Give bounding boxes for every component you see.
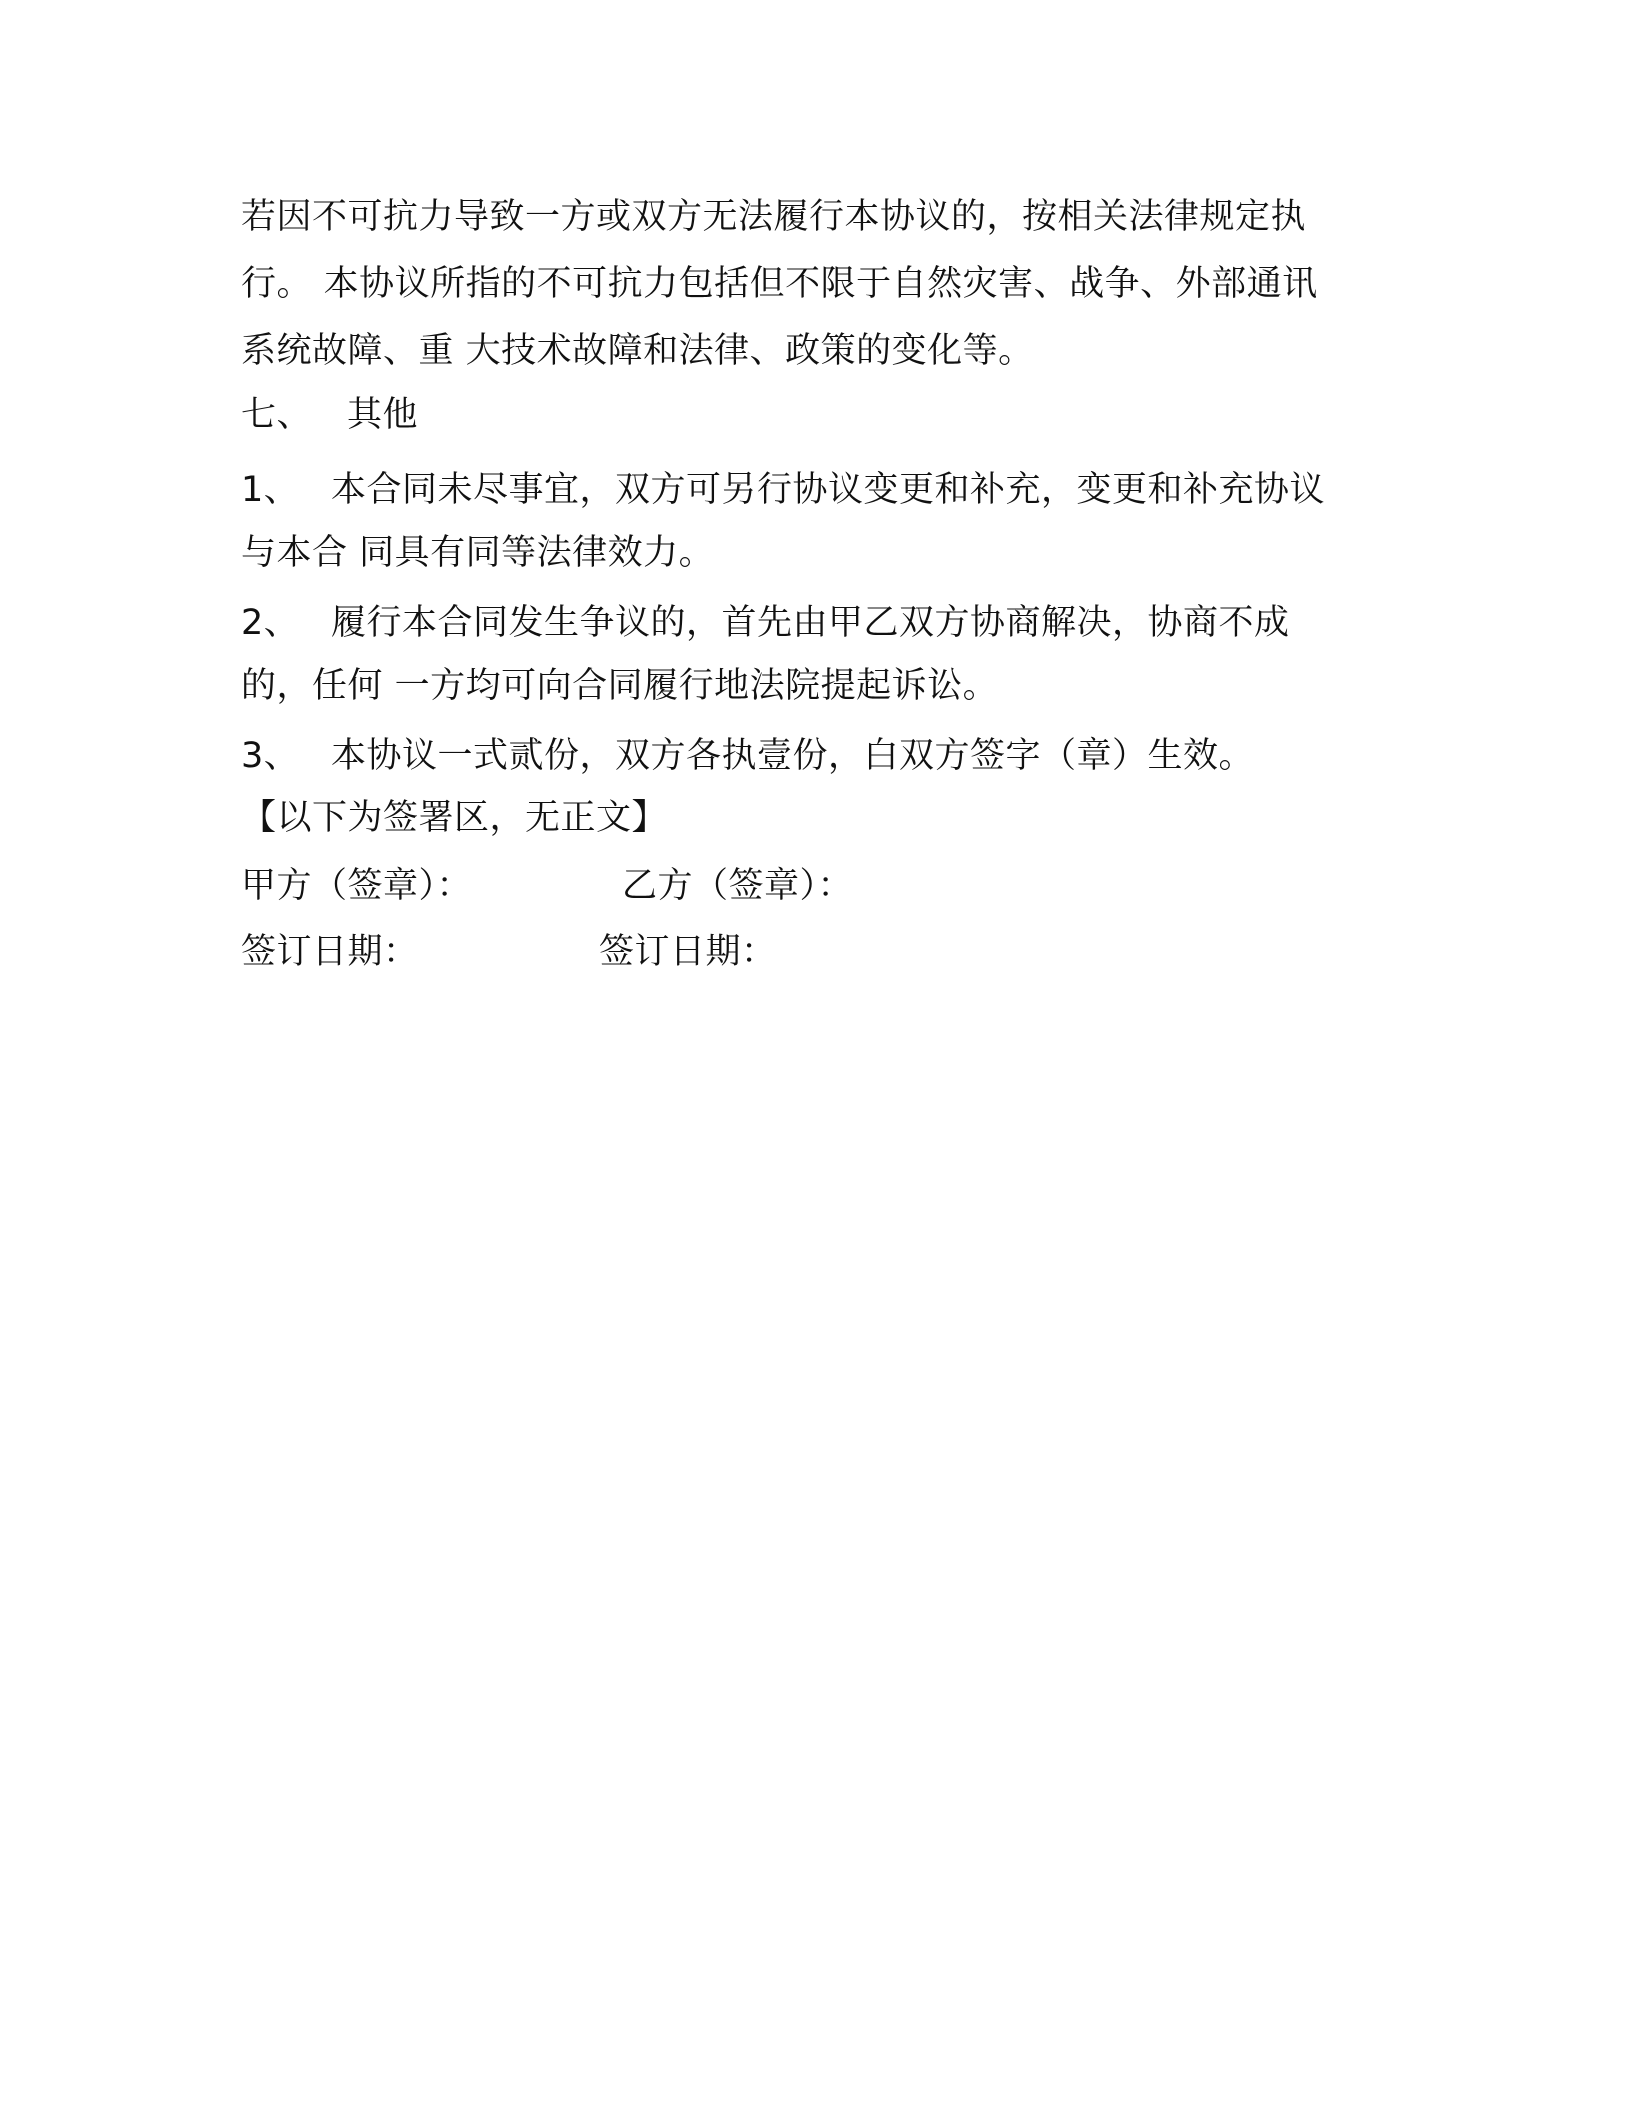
clause-1-line-1 (241, 467, 1325, 513)
party-a-signature-label: 甲方（签章）： (241, 866, 473, 906)
section-7-number: 七、 (241, 395, 313, 435)
clause-1-line-2: 与本合 同具有同等法律效力。 (241, 533, 715, 573)
party-b-signature-label: 乙方（签章）： (622, 866, 854, 906)
signature-note: 【以下为签署区，无正文】 (241, 798, 668, 838)
force-majeure-line-2: 行。 本协议所指的不可抗力包括但不限于自然灾害、战争、外部通讯 (241, 264, 1318, 304)
clause-2-number: 2、 (241, 603, 300, 643)
party-a-date-label: 签订日期： (241, 932, 419, 972)
section-7-title: 其他 (347, 395, 419, 435)
clause-3-line-1 (241, 733, 1254, 779)
force-majeure-line-3: 系统故障、重 大技术故障和法律、政策的变化等。 (241, 331, 1034, 371)
section-7-heading (241, 392, 418, 438)
clause-2-text: 履行本合同发生争议的，首先由甲乙双方协商解决，协商不成 (331, 603, 1290, 643)
clause-2-line-1 (241, 600, 1290, 646)
force-majeure-line-1: 若因不可抗力导致一方或双方无法履行本协议的，按相关法律规定执 (241, 197, 1307, 237)
clause-1-text: 本合同未尽事宜，双方可另行协议变更和补充，变更和补充协议 (331, 470, 1326, 510)
clause-1-number: 1、 (241, 470, 300, 510)
clause-2-line-2: 的，任何 一方均可向合同履行地法院提起诉讼。 (241, 666, 999, 706)
clause-3-text: 本协议一式贰份，双方各执壹份，白双方签字（章）生效。 (331, 736, 1255, 776)
clause-3-number: 3、 (241, 736, 300, 776)
party-b-date-label: 签订日期： (599, 932, 777, 972)
